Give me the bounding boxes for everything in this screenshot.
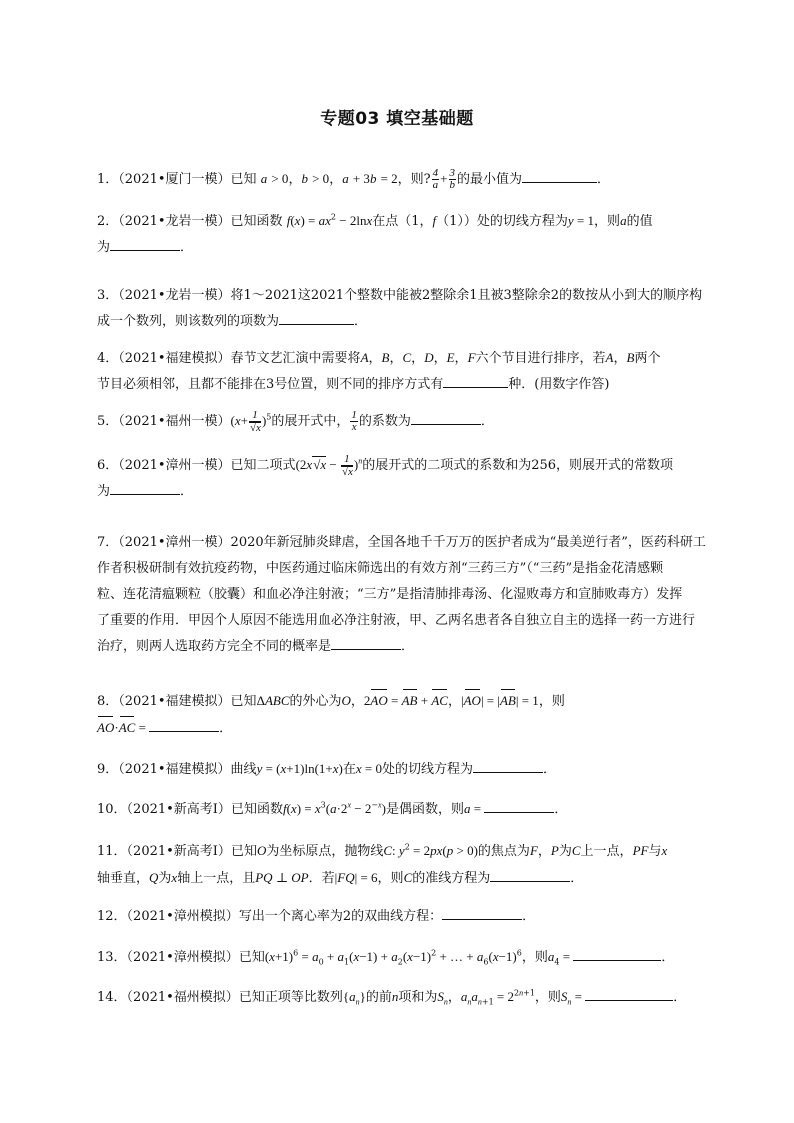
- question-9: 9．（2021•福建模拟）曲线y = (x+1)ln(1+x)在x = 0处的切线方程为 ．: [97, 756, 717, 783]
- question-7: 7．（2021•漳州一模）2020年新冠肺炎肆虐，全国各地千千万万的医护者成为“最美逆行者”，医药科研工 作者积极研制有效抗疫药物，中医药通过临床筛选出的有效方剂“三药三方”（“三药”是指金花清感颗 粒、连花清瘟颗粒（胶囊）和血必净注射液；“三方”是指清肺排毒汤、化湿败毒方和宣肺败毒方）发挥 了重要的作用．甲因个人原因不能选用血必净注射液，甲、乙两名患者各自独立自主的选择一药一方进行 治疗，则两人选取药方完全不同的概率是 ．: [97, 535, 706, 654]
- question-1: 1．（2021•厦门一模）已知 a > 0，b > 0，a + 3b = 2，则? $\frac{4}{a}$ + $\frac{3}{b}$ 的最小值为 ．: [97, 167, 611, 191]
- answer-blank[interactable]: [443, 373, 508, 388]
- answer-blank[interactable]: [573, 946, 661, 961]
- question-6: 6．（2021•漳州一模）已知二项式(2x√x − $\frac{1}{√x}$ )$^n$的展开式的二项式的系数和为256，则展开式的常数项 为 ．: [97, 452, 674, 499]
- fraction: $\frac{1}{x}$: [351, 409, 357, 433]
- question-10: 10．（2021•新高考Ⅰ）已知函数$f(x) = x^3(a\cdot 2^x - 2^{-x})$是偶函数，则a = ．: [97, 796, 717, 823]
- answer-blank[interactable]: [411, 410, 481, 425]
- question-4: 4．（2021•福建模拟）春节文艺汇演中需要将A，B，C，D，E，F六个节目进行排序，若A，B两个 节目必须相邻，且都不能排在3号位置，则不同的排序方式有 种．(用数字作答): [97, 350, 661, 392]
- answer-blank[interactable]: [442, 905, 522, 920]
- fraction: $\frac{4}{a}$: [432, 167, 439, 191]
- answer-blank[interactable]: [522, 168, 597, 183]
- fraction: $\frac{1}{√x}$: [341, 452, 353, 478]
- answer-blank[interactable]: [110, 236, 180, 251]
- answer-blank[interactable]: [110, 480, 180, 495]
- page-title: 专题03 填空基础题: [320, 109, 474, 129]
- answer-blank[interactable]: [484, 798, 554, 813]
- answer-blank[interactable]: [490, 867, 570, 882]
- answer-blank[interactable]: [331, 635, 401, 650]
- question-13: 13．（2021•漳州模拟）已知$(x+1)^6 = a_0 + a_1(x-1) + a_2(x-1)^2$ + … + $a_6(x-1)^6$，则$a_4$ = ．: [97, 944, 717, 971]
- answer-blank[interactable]: [473, 758, 543, 773]
- answer-blank[interactable]: [149, 717, 219, 732]
- question-8: 8．（2021•福建模拟）已知ΔABC的外心为O，2AO = AB + AC，|AO| = |AB| = 1，则 AO·AC = ．: [97, 688, 717, 742]
- question-3: 3．（2021•龙岩一模）将1～2021这2021个整数中能被2整除余1且被3整除余2的数按从小到大的顺序构 成一个数列，则该数列的项数为 ．: [97, 288, 703, 329]
- question-12: 12．（2021•漳州模拟）写出一个离心率为2的双曲线方程： ．: [97, 904, 717, 930]
- answer-blank[interactable]: [279, 310, 354, 325]
- answer-blank[interactable]: [585, 986, 673, 1001]
- question-14: 14．（2021•福州模拟）已知正项等比数列$\{a_n\}$的前n项和为$S_n$，$a_na_{n+1} = 2^{2n+1}$，则$S_n$ = ．: [97, 984, 717, 1011]
- question-11: 11．（2021•新高考Ⅰ）已知O为坐标原点，抛物线C: $y^2 = 2px(p > 0)$的焦点为F，P为C上一点，PF与x 轴垂直，Q为x轴上一点，且PQ ⊥ OP．若|FQ| = 6，则C的准线方程为 ．: [97, 842, 668, 886]
- question-2: 2．（2021•龙岩一模）已知函数 $f(x) = ax^2 - 2\ln x$在点（1，f（1））处的切线方程为y = 1，则a的值 为 ．: [97, 212, 653, 255]
- fraction: $\frac{3}{b}$: [449, 167, 455, 191]
- question-5: 5．（2021•福州一模）(x+ $\frac{1}{√x}$ )$^5$的展开式中， $\frac{1}{x}$ 的系数为 ．: [97, 408, 494, 434]
- fraction: $\frac{1}{√x}$: [250, 408, 261, 434]
